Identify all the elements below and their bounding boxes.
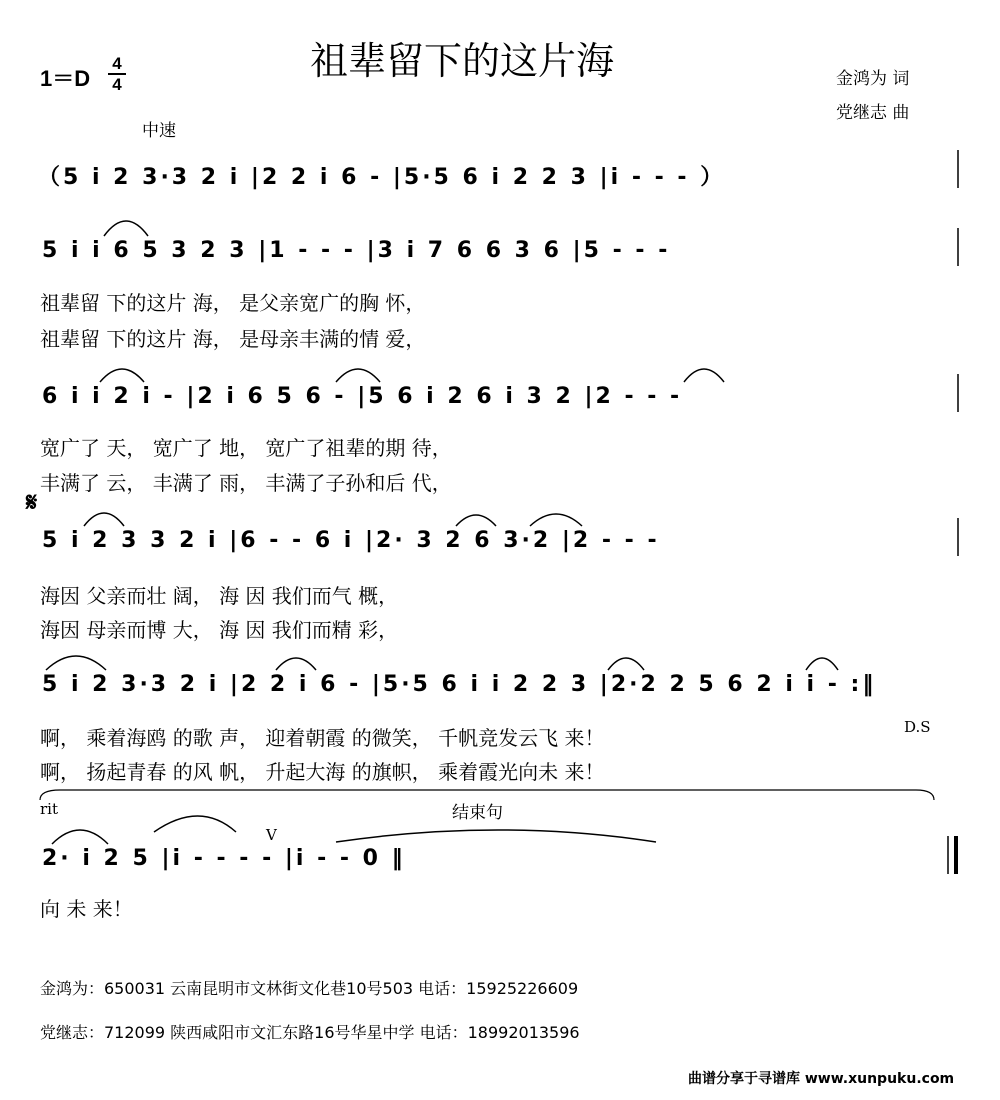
slur	[608, 658, 644, 670]
slur	[336, 369, 380, 382]
slur	[806, 658, 838, 670]
slur	[52, 830, 108, 844]
lyric-line-4a: 海因 父亲而壮 阔， 海 因 我们而气 概，	[40, 584, 399, 608]
slur	[456, 515, 496, 526]
page-title: 祖辈留下的这片海	[310, 39, 615, 83]
slur	[84, 513, 124, 526]
slur	[154, 816, 236, 832]
composer-credit: 党继志 曲	[836, 103, 910, 123]
contact-composer: 党继志：712099 陕西咸阳市文汇东路16号华星中学 电话：18992013596	[40, 1023, 580, 1042]
time-signature-numerator: 4	[112, 54, 122, 73]
key-signature: 1＝D	[40, 66, 91, 91]
notation-line-2: 5 i i 6 5 3 2 3 |1 - - - |3 i 7 6 6 3 6 |5 - - -	[42, 238, 671, 263]
contact-lyricist: 金鸿为：650031 云南昆明市文林街文化巷10号503 电话：15925226609	[40, 979, 579, 998]
lyric-line-3a: 宽广了 天， 宽广了 地， 宽广了祖辈的期 待，	[40, 436, 452, 460]
notation-line-3: 6 i i 2 i - |2 i 6 5 6 - |5 6 i 2 6 i 3 2 |2 - - -	[42, 384, 683, 409]
lyric-line-6: 向 未 来！	[40, 897, 133, 921]
slur	[46, 656, 106, 670]
notation-line-1: （5 i 2 3·3 2 i |2 2 i 6 - |5·5 6 i 2 2 3 |i - - - ）	[38, 165, 726, 190]
slur	[684, 369, 724, 382]
rit-marking: rit	[40, 800, 58, 818]
tie	[336, 830, 656, 842]
lyric-line-2a: 祖辈留 下的这片 海， 是父亲宽广的胸 怀，	[40, 291, 426, 315]
slur	[530, 514, 582, 526]
slur	[276, 658, 316, 670]
notation-line-4: 5 i 2 3 3 2 i |6 - - 6 i |2· 3 2 6 3·2 |2 - - -	[42, 528, 660, 553]
slur	[104, 221, 148, 236]
source-credit: 曲谱分享于寻谱库 www.xunpuku.com	[688, 1071, 955, 1087]
rit-bracket	[40, 790, 934, 800]
ending-label: 结束句	[452, 803, 503, 823]
lyric-line-3b: 丰满了 云， 丰满了 雨， 丰满了子孙和后 代，	[40, 471, 452, 495]
lyric-line-4b: 海因 母亲而博 大， 海 因 我们而精 彩，	[40, 618, 399, 642]
dal-segno-marking: D.S	[904, 718, 931, 736]
time-signature-denominator: 4	[112, 75, 122, 94]
notation-line-5: 5 i 2 3·3 2 i |2 2 i 6 - |5·5 6 i i 2 2 3 |2·2 2 5 6 2 i i - :‖	[42, 672, 877, 697]
notation-line-6: 2· i 2 5 |i - - - - |i - - 0 ‖	[42, 846, 406, 871]
breath-mark: V	[266, 826, 277, 844]
lyric-line-5b: 啊， 扬起青春 的风 帆， 升起大海 的旗帜， 乘着霞光向未 来！	[40, 760, 605, 784]
lyric-line-5a: 啊， 乘着海鸥 的歌 声， 迎着朝霞 的微笑， 千帆竞发云飞 来！	[40, 726, 605, 750]
lyricist-credit: 金鸿为 词	[836, 69, 910, 89]
tempo-marking: 中速	[142, 121, 176, 141]
slur	[100, 369, 144, 382]
segno-sign: 𝄋	[26, 488, 38, 518]
lyric-line-2b: 祖辈留 下的这片 海， 是母亲丰满的情 爱，	[40, 327, 426, 351]
